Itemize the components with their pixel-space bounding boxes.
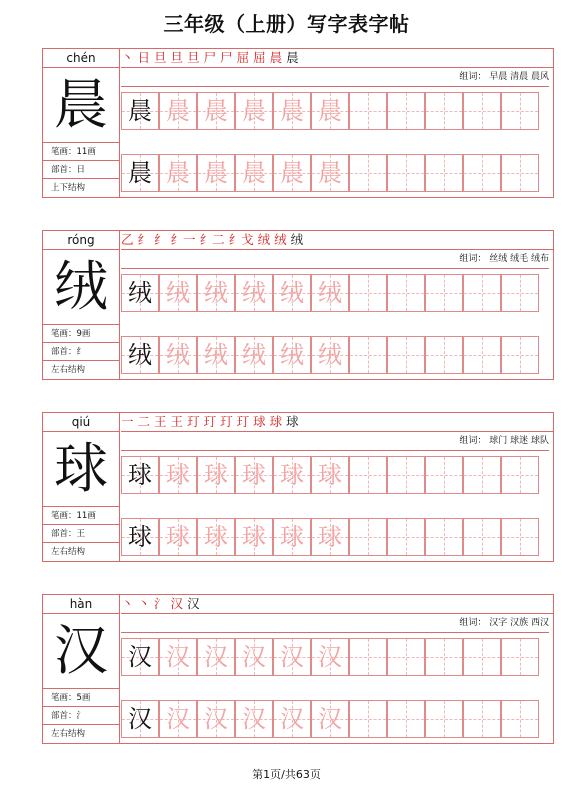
trace-character: 汉 — [204, 705, 228, 733]
grid-cell[interactable] — [349, 154, 387, 192]
radical: 部首：氵 — [43, 706, 119, 724]
grid-cell[interactable] — [501, 336, 539, 374]
stroke-step: 丶 — [121, 50, 134, 65]
grid-cell[interactable] — [425, 92, 463, 130]
trace-character: 汉 — [280, 643, 304, 671]
stroke-count: 笔画：9画 — [43, 324, 119, 342]
grid-cell[interactable] — [349, 92, 387, 130]
grid-cell[interactable] — [273, 274, 311, 312]
grid-cell[interactable] — [425, 638, 463, 676]
stroke-order-strip — [121, 413, 553, 432]
grid-cell[interactable] — [425, 700, 463, 738]
grid-cell[interactable] — [273, 700, 311, 738]
stroke-order-strip — [121, 595, 553, 614]
stroke-count: 笔画：5画 — [43, 688, 119, 706]
model-character: 球 — [128, 523, 152, 551]
stroke-step: 绒 — [274, 232, 287, 247]
structure: 上下结构 — [43, 178, 119, 196]
character-block — [42, 412, 554, 562]
grid-cell[interactable] — [311, 92, 349, 130]
big-character: 汉 — [54, 619, 108, 682]
trace-character: 汉 — [204, 643, 228, 671]
trace-character: 球 — [166, 523, 190, 551]
stroke-step: 玎 — [187, 414, 200, 429]
grid-cell[interactable] — [159, 518, 197, 556]
stroke-step: 旦 — [154, 50, 167, 65]
grid-cell[interactable] — [273, 456, 311, 494]
grid-cell[interactable] — [235, 274, 273, 312]
grid-cell[interactable] — [387, 336, 425, 374]
trace-character: 汉 — [242, 705, 266, 733]
grid-cell[interactable] — [121, 700, 159, 738]
grid-row — [121, 274, 553, 312]
trace-character: 汉 — [242, 643, 266, 671]
grid-cell[interactable] — [311, 456, 349, 494]
character-block — [42, 594, 554, 744]
model-character: 绒 — [128, 341, 152, 369]
stroke-step: 纟一 — [170, 232, 196, 247]
big-character: 球 — [54, 437, 108, 500]
grid-cell[interactable] — [121, 638, 159, 676]
grid-cell[interactable] — [121, 154, 159, 192]
trace-character: 球 — [204, 461, 228, 489]
stroke-step: 晨 — [286, 50, 299, 65]
stroke-step: 绒 — [257, 232, 271, 247]
grid-cell[interactable] — [235, 700, 273, 738]
grid-cell[interactable] — [463, 638, 501, 676]
grid-cell[interactable] — [121, 336, 159, 374]
trace-character: 晨 — [166, 159, 190, 187]
grid-row — [121, 700, 553, 738]
stroke-step: 一 — [121, 414, 134, 429]
grid-row — [121, 638, 553, 676]
grid-cell[interactable] — [387, 638, 425, 676]
stroke-step: 纟戈 — [228, 232, 254, 247]
trace-character: 晨 — [166, 97, 190, 125]
word-examples: 组词： 球门 球迷 球队 — [121, 432, 549, 451]
grid-cell[interactable] — [197, 274, 235, 312]
trace-character: 球 — [318, 461, 342, 489]
pinyin-label: chén — [43, 49, 119, 68]
stroke-step: 纟二 — [199, 232, 225, 247]
grid-cell[interactable] — [197, 700, 235, 738]
word-examples: 组词： 早晨 清晨 晨风 — [121, 68, 549, 87]
stroke-step: 日 — [137, 50, 151, 65]
grid-row — [121, 456, 553, 494]
grid-cell[interactable] — [159, 456, 197, 494]
stroke-step: 玎 — [236, 414, 250, 429]
grid-cell[interactable] — [159, 638, 197, 676]
radical: 部首：王 — [43, 524, 119, 542]
character-info-panel — [43, 231, 120, 379]
grid-cell[interactable] — [311, 336, 349, 374]
grid-row — [121, 92, 553, 130]
big-character: 晨 — [54, 73, 108, 136]
grid-cell[interactable] — [197, 638, 235, 676]
page-footer: 第1页/共63页 — [252, 768, 321, 781]
trace-character: 球 — [280, 523, 304, 551]
grid-cell[interactable] — [463, 456, 501, 494]
structure: 左右结构 — [43, 360, 119, 378]
grid-cell[interactable] — [501, 638, 539, 676]
stroke-step: 汉 — [187, 596, 200, 611]
trace-character: 球 — [242, 461, 266, 489]
trace-character: 晨 — [242, 97, 266, 125]
grid-cell[interactable] — [387, 456, 425, 494]
character-info-panel — [43, 413, 120, 561]
trace-character: 球 — [166, 461, 190, 489]
structure: 左右结构 — [43, 724, 119, 742]
grid-cell[interactable] — [463, 274, 501, 312]
writing-grid — [121, 86, 553, 197]
grid-cell[interactable] — [311, 274, 349, 312]
stroke-step: 旦 — [170, 50, 184, 65]
grid-cell[interactable] — [235, 638, 273, 676]
grid-cell[interactable] — [311, 700, 349, 738]
stroke-step: 旦 — [187, 50, 200, 65]
trace-character: 绒 — [204, 341, 228, 369]
word-examples: 组词： 丝绒 绒毛 绒布 — [121, 250, 549, 269]
grid-cell[interactable] — [197, 518, 235, 556]
character-info-panel — [43, 49, 120, 197]
trace-character: 球 — [242, 523, 266, 551]
model-character: 绒 — [128, 279, 152, 307]
stroke-order-strip — [121, 231, 553, 250]
trace-character: 晨 — [280, 97, 304, 125]
stroke-step: 丶 — [137, 596, 151, 611]
grid-cell[interactable] — [121, 456, 159, 494]
grid-cell[interactable] — [121, 274, 159, 312]
grid-cell[interactable] — [425, 518, 463, 556]
stroke-step: 玎 — [220, 414, 233, 429]
trace-character: 汉 — [166, 643, 190, 671]
grid-cell[interactable] — [121, 518, 159, 556]
trace-character: 晨 — [318, 97, 342, 125]
grid-cell[interactable] — [501, 518, 539, 556]
grid-cell[interactable] — [425, 154, 463, 192]
character-block — [42, 230, 554, 380]
stroke-step: 球 — [253, 414, 266, 429]
grid-cell[interactable] — [235, 92, 273, 130]
trace-character: 绒 — [166, 279, 190, 307]
grid-cell[interactable] — [387, 92, 425, 130]
grid-cell[interactable] — [349, 518, 387, 556]
grid-cell[interactable] — [311, 518, 349, 556]
grid-cell[interactable] — [501, 92, 539, 130]
trace-character: 球 — [280, 461, 304, 489]
stroke-step: 二 — [137, 414, 151, 429]
trace-character: 绒 — [242, 341, 266, 369]
grid-cell[interactable] — [501, 154, 539, 192]
grid-cell[interactable] — [159, 92, 197, 130]
grid-cell[interactable] — [349, 638, 387, 676]
stroke-step: 尸 — [203, 50, 217, 65]
grid-cell[interactable] — [387, 518, 425, 556]
grid-row — [121, 518, 553, 556]
grid-cell[interactable] — [349, 456, 387, 494]
trace-character: 晨 — [242, 159, 266, 187]
trace-character: 绒 — [166, 341, 190, 369]
stroke-step: 氵 — [154, 596, 167, 611]
stroke-step: 纟 — [154, 232, 167, 247]
writing-grid — [121, 632, 553, 743]
grid-cell[interactable] — [197, 336, 235, 374]
grid-cell[interactable] — [463, 336, 501, 374]
trace-character: 绒 — [280, 341, 304, 369]
grid-cell[interactable] — [159, 274, 197, 312]
model-character: 球 — [128, 461, 152, 489]
trace-character: 绒 — [318, 279, 342, 307]
stroke-step: 屈 — [236, 50, 250, 65]
grid-cell[interactable] — [197, 456, 235, 494]
grid-cell[interactable] — [197, 92, 235, 130]
trace-character: 球 — [204, 523, 228, 551]
model-character: 汉 — [128, 643, 152, 671]
trace-character: 绒 — [242, 279, 266, 307]
grid-cell[interactable] — [235, 518, 273, 556]
writing-grid — [121, 268, 553, 379]
grid-cell[interactable] — [501, 274, 539, 312]
trace-character: 晨 — [280, 159, 304, 187]
word-examples: 组词： 汉字 汉族 西汉 — [121, 614, 549, 633]
stroke-step: 玎 — [203, 414, 217, 429]
grid-row — [121, 336, 553, 374]
stroke-step: 丶 — [121, 596, 134, 611]
stroke-step: 纟 — [137, 232, 151, 247]
grid-cell[interactable] — [387, 274, 425, 312]
grid-cell[interactable] — [273, 518, 311, 556]
pinyin-label: róng — [43, 231, 119, 250]
stroke-step: 屈 — [253, 50, 266, 65]
trace-character: 汉 — [318, 643, 342, 671]
grid-cell[interactable] — [349, 336, 387, 374]
trace-character: 汉 — [280, 705, 304, 733]
trace-character: 绒 — [204, 279, 228, 307]
stroke-step: 王 — [154, 414, 167, 429]
radical: 部首：纟 — [43, 342, 119, 360]
structure: 左右结构 — [43, 542, 119, 560]
grid-cell[interactable] — [501, 700, 539, 738]
grid-cell[interactable] — [501, 456, 539, 494]
grid-cell[interactable] — [349, 274, 387, 312]
trace-character: 汉 — [166, 705, 190, 733]
trace-character: 汉 — [318, 705, 342, 733]
character-block — [42, 48, 554, 198]
trace-character: 球 — [318, 523, 342, 551]
writing-grid — [121, 450, 553, 561]
grid-cell[interactable] — [273, 336, 311, 374]
grid-cell[interactable] — [387, 700, 425, 738]
stroke-step: 乙 — [121, 232, 134, 247]
grid-cell[interactable] — [235, 154, 273, 192]
grid-cell[interactable] — [425, 336, 463, 374]
grid-cell[interactable] — [463, 700, 501, 738]
grid-cell[interactable] — [349, 700, 387, 738]
grid-cell[interactable] — [425, 274, 463, 312]
grid-cell[interactable] — [273, 154, 311, 192]
grid-cell[interactable] — [159, 336, 197, 374]
trace-character: 晨 — [204, 97, 228, 125]
grid-row — [121, 154, 553, 192]
trace-character: 晨 — [318, 159, 342, 187]
big-character: 绒 — [54, 255, 108, 318]
stroke-step: 尸 — [220, 50, 233, 65]
stroke-count: 笔画：11画 — [43, 506, 119, 524]
grid-cell[interactable] — [463, 92, 501, 130]
trace-character: 绒 — [318, 341, 342, 369]
grid-cell[interactable] — [159, 700, 197, 738]
trace-character: 绒 — [280, 279, 304, 307]
grid-cell[interactable] — [273, 92, 311, 130]
grid-cell[interactable] — [235, 456, 273, 494]
grid-cell[interactable] — [235, 336, 273, 374]
grid-cell[interactable] — [463, 518, 501, 556]
radical: 部首：日 — [43, 160, 119, 178]
grid-cell[interactable] — [159, 154, 197, 192]
stroke-step: 王 — [170, 414, 184, 429]
grid-cell[interactable] — [273, 638, 311, 676]
stroke-step: 球 — [269, 414, 283, 429]
pinyin-label: qiú — [43, 413, 119, 432]
model-character: 晨 — [128, 159, 152, 187]
model-character: 汉 — [128, 705, 152, 733]
stroke-step: 汉 — [170, 596, 184, 611]
stroke-count: 笔画：11画 — [43, 142, 119, 160]
grid-cell[interactable] — [425, 456, 463, 494]
grid-cell[interactable] — [463, 154, 501, 192]
grid-cell[interactable] — [121, 92, 159, 130]
pinyin-label: hàn — [43, 595, 119, 614]
character-info-panel — [43, 595, 120, 743]
stroke-step: 球 — [286, 414, 299, 429]
grid-cell[interactable] — [387, 154, 425, 192]
stroke-step: 绒 — [290, 232, 304, 247]
page-title: 三年级（上册）写字表字帖 — [163, 12, 410, 36]
stroke-step: 晨 — [269, 50, 283, 65]
grid-cell[interactable] — [197, 154, 235, 192]
trace-character: 晨 — [204, 159, 228, 187]
grid-cell[interactable] — [311, 154, 349, 192]
model-character: 晨 — [128, 97, 152, 125]
grid-cell[interactable] — [311, 638, 349, 676]
stroke-order-strip — [121, 49, 553, 68]
